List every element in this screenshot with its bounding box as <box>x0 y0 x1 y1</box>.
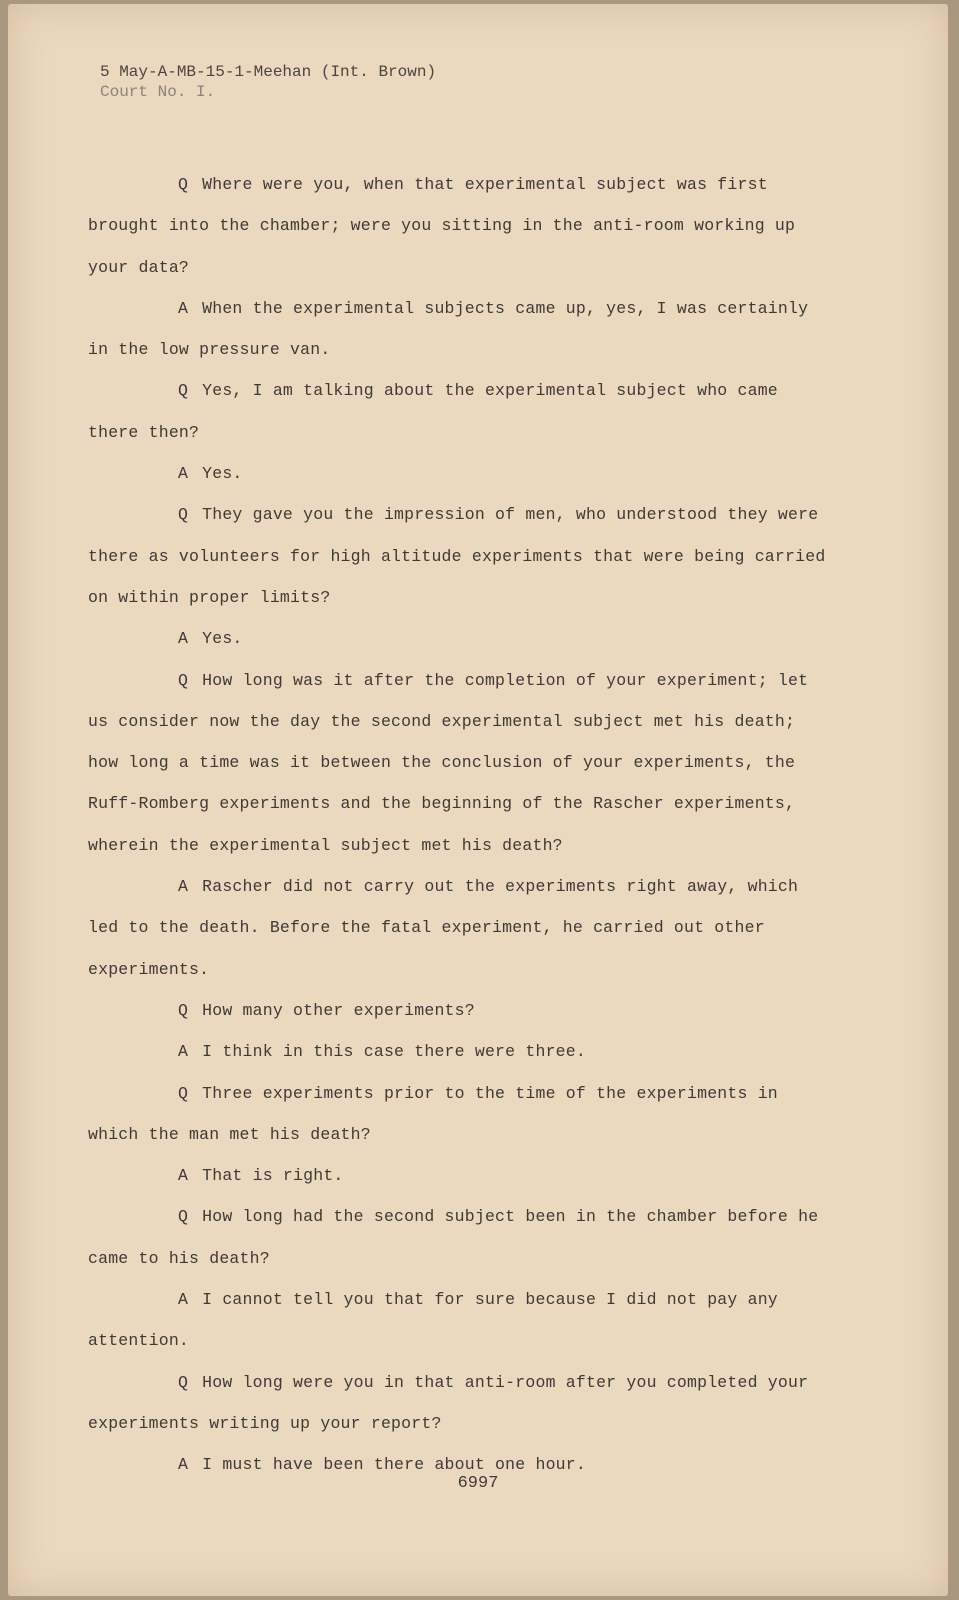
transcript-body <box>88 164 833 1486</box>
transcript-paragraph <box>88 288 833 371</box>
header-case-line: 5 May-A-MB-15-1-Meehan (Int. Brown) <box>100 63 437 81</box>
paragraph-text: When the experimental subjects came up, yes, I was certainly in the low pressure van. <box>88 298 809 360</box>
speaker-label: A <box>178 1042 189 1062</box>
paragraph-text: How long had the second subject been in the chamber before he came to his death? <box>88 1207 819 1268</box>
speaker-label: A <box>178 877 189 897</box>
speaker-label: A <box>178 1166 189 1186</box>
paragraph-text: I cannot tell you that for sure because I did not pay any attention. <box>88 1290 778 1351</box>
paragraph-text: How long was it after the completion of your experiment; let us consider now the day the second experimental subject met his death; how long a time was it between the conclusion of your experiments, the Ruff-Romberg experiments and the beginning of the Rascher experiments, wherein the experimental subject met his death? <box>88 670 809 855</box>
paragraph-text: I think in this case there were three. <box>202 1042 586 1062</box>
document-header <box>100 62 436 102</box>
transcript-paragraph <box>88 1073 833 1156</box>
speaker-label: A <box>178 629 189 649</box>
speaker-label: Q <box>178 175 189 194</box>
speaker-label: Q <box>178 1083 189 1103</box>
speaker-label: A <box>178 298 189 318</box>
transcript-paragraph <box>88 494 833 618</box>
paragraph-text: Yes. <box>202 629 243 649</box>
document-page <box>8 4 948 1596</box>
paragraph-text: Yes, I am talking about the experimental subject who came there then? <box>88 381 778 442</box>
speaker-label: Q <box>178 1372 189 1392</box>
speaker-label: A <box>178 464 189 484</box>
transcript-paragraph <box>88 1155 833 1196</box>
transcript-paragraph <box>88 1196 833 1279</box>
paragraph-text: How long were you in that anti-room after you completed your experiments writing up your report? <box>88 1372 809 1433</box>
speaker-label: Q <box>178 1000 189 1020</box>
transcript-paragraph <box>88 618 833 659</box>
page-number: 6997 <box>457 1474 499 1493</box>
paragraph-text: Rascher did not carry out the experiments right away, which led to the death. Before the fatal experiment, he carried out other experiments. <box>88 877 799 979</box>
paragraph-text: They gave you the impression of men, who understood they were there as volunteers for high altitude experiments that were being carried on within proper limits? <box>88 505 826 607</box>
paragraph-text: Three experiments prior to the time of the experiments in which the man met his death? <box>88 1083 778 1144</box>
paragraph-text: How many other experiments? <box>202 1000 475 1020</box>
speaker-label: A <box>178 1290 189 1310</box>
transcript-paragraph <box>88 1362 833 1445</box>
transcript-paragraph <box>88 660 833 866</box>
speaker-label: Q <box>178 670 189 690</box>
transcript-paragraph <box>88 990 833 1031</box>
paragraph-text: I must have been there about one hour. <box>202 1455 586 1475</box>
transcript-paragraph <box>88 453 833 494</box>
transcript-paragraph <box>88 866 833 990</box>
paragraph-text: Where were you, when that experimental subject was first brought into the chamber; were you sitting in the anti-room working up your data? <box>88 175 796 277</box>
transcript-paragraph <box>88 1031 833 1072</box>
transcript-paragraph <box>88 164 833 288</box>
speaker-label: Q <box>178 1207 189 1227</box>
speaker-label: Q <box>178 381 189 401</box>
speaker-label: A <box>178 1455 189 1475</box>
transcript-paragraph <box>88 1279 833 1362</box>
header-court-line: Court No. I. <box>100 83 216 101</box>
speaker-label: Q <box>178 505 189 525</box>
paragraph-text: Yes. <box>202 464 243 484</box>
transcript-paragraph <box>88 370 833 453</box>
paragraph-text: That is right. <box>202 1166 344 1186</box>
